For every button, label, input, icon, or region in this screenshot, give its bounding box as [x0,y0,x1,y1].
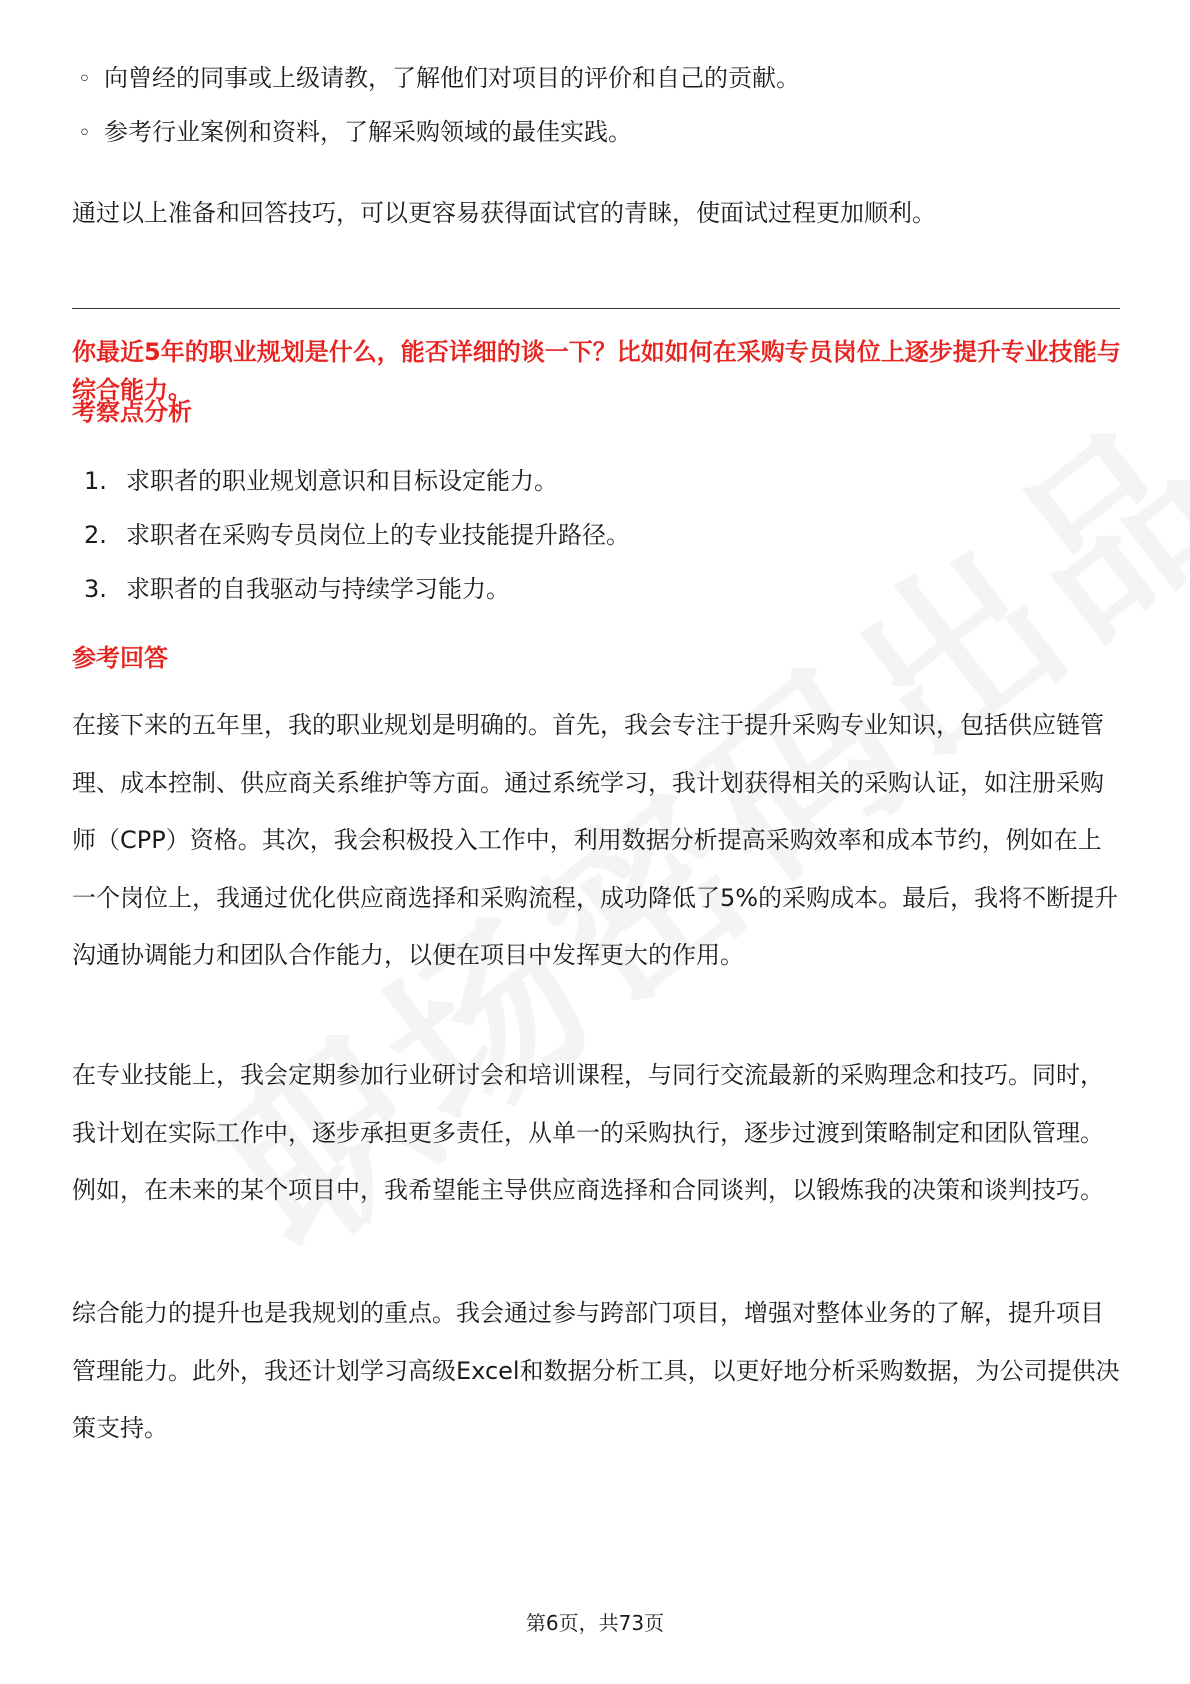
list-item-text: 求职者的职业规划意识和目标设定能力。 [126,467,558,495]
list-item [84,466,558,496]
list-item-text: 求职者的自我驱动与持续学习能力。 [126,575,510,603]
list-number: 1. [84,467,107,495]
list-item-text: 参考行业案例和资料，了解采购领域的最佳实践。 [104,118,632,146]
answer-paragraph: 在接下来的五年里，我的职业规划是明确的。首先，我会专注于提升采购专业知识，包括供应链管理、成本控制、供应商关系维护等方面。通过系统学习，我计划获得相关的采购认证，如注册采购师（CPP）资格。其次，我会积极投入工作中，利用数据分析提高采购效率和成本节约，例如在上一个岗位上，我通过优化供应商选择和采购流程，成功降低了5%的采购成本。最后，我将不断提升沟通协调能力和团队合作能力，以便在项目中发挥更大的作用。 [72,711,1119,969]
question-heading: 你最近5年的职业规划是什么，能否详细的谈一下？比如如何在采购专员岗位上逐步提升专业技能与综合能力。 [72,338,1121,404]
list-number: 2. [84,521,107,549]
list-item-text: 求职者在采购专员岗位上的专业技能提升路径。 [126,521,630,549]
list-item-text: 向曾经的同事或上级请教，了解他们对项目的评价和自己的贡献。 [104,64,800,92]
answer-paragraph: 在专业技能上，我会定期参加行业研讨会和培训课程，与同行交流最新的采购理念和技巧。同时，我计划在实际工作中，逐步承担更多责任，从单一的采购执行，逐步过渡到策略制定和团队管理。例如，在未来的某个项目中，我希望能主导供应商选择和合同谈判，以锻炼我的决策和谈判技巧。 [72,1061,1104,1204]
list-item [84,520,630,550]
list-item [78,117,632,149]
list-number: 3. [84,575,107,603]
bullet-marker: ◦ [78,121,91,146]
section-divider [72,308,1120,309]
answer-paragraph: 综合能力的提升也是我规划的重点。我会通过参与跨部门项目，增强对整体业务的了解，提升项目管理能力。此外，我还计划学习高级Excel和数据分析工具，以更好地分析采购数据，为公司提供决策支持。 [72,1299,1120,1442]
bullet-marker: ◦ [78,67,91,92]
analysis-heading: 考察点分析 [72,398,192,426]
answer-heading: 参考回答 [72,644,168,672]
page-number: 第6页，共73页 [525,1611,665,1635]
list-item [78,63,800,95]
list-item [84,574,510,604]
conclusion-paragraph: 通过以上准备和回答技巧，可以更容易获得面试官的青睐，使面试过程更加顺利。 [72,199,936,227]
